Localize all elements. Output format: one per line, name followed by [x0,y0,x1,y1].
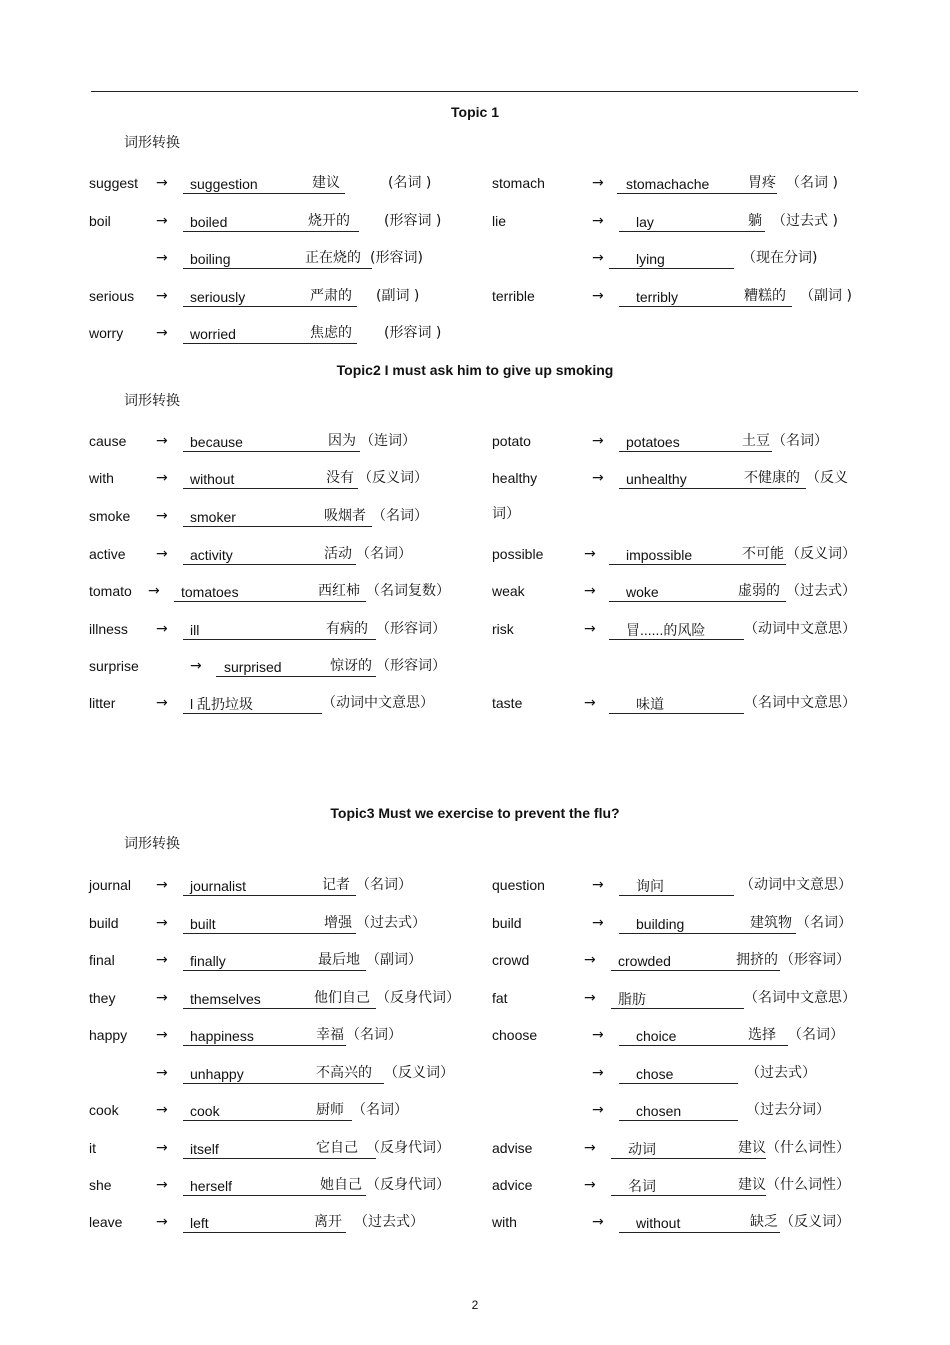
arrow-icon: → [592,213,604,229]
answer-word: lying [636,251,665,267]
answer-meaning: 增强 [324,915,352,931]
answer-word: chose [636,1066,674,1082]
source-word: worry [89,325,124,341]
source-word: surprise [89,658,139,674]
arrow-icon: → [592,250,604,266]
answer-word: unhappy [190,1066,244,1082]
answer-meaning: 有病的 [326,621,368,637]
arrow-icon: → [156,433,168,449]
source-word: with [89,470,114,486]
source-word: they [89,990,116,1006]
arrow-icon: → [156,546,168,562]
answer-meaning: 土豆 [742,433,770,449]
answer-word: journalist [190,878,247,894]
source-word: advise [492,1140,533,1156]
word-row [0,1100,950,1120]
source-word: taste [492,695,523,711]
arrow-icon: → [156,250,168,266]
answer-word: stomachache [626,176,710,192]
arrow-icon: → [592,1065,604,1081]
section-label: 词形转换 [124,135,180,151]
arrow-icon: → [592,433,604,449]
arrow-icon: → [592,1027,604,1043]
arrow-icon: → [156,1065,168,1081]
word-row [0,211,950,231]
part-of-speech-note: （名词） [352,1102,408,1118]
answer-meaning: 正在烧的 [305,250,361,266]
answer-meaning: 严肃的 [310,288,352,304]
answer-word: 名词 [628,1178,656,1194]
answer-word: boiling [190,251,231,267]
answer-word: 味道 [636,696,664,712]
answer-blank [609,248,734,269]
word-row [0,323,950,343]
section-title: Topic2 I must ask him to give up smoking [336,362,614,378]
source-word: terrible [492,288,535,304]
part-of-speech-note: （反义词） [358,470,428,486]
source-word: active [89,546,126,562]
source-word: question [492,877,545,893]
word-row [0,693,950,713]
part-of-speech-note: （过去式） [786,583,856,599]
arrow-icon: → [156,695,168,711]
answer-word: choice [636,1028,677,1044]
word-row [0,1212,950,1232]
answer-word: tomatoes [181,584,239,600]
answer-word: boiled [190,214,228,230]
part-of-speech-note: (形容词) [370,250,423,266]
part-of-speech-note: （名词中文意思） [744,990,856,1006]
answer-word: building [636,916,685,932]
answer-meaning: 西红柿 [318,583,360,599]
arrow-icon: → [190,658,202,674]
answer-meaning: 他们自己 [314,990,370,1006]
arrow-icon: → [592,915,604,931]
arrow-icon: → [156,1177,168,1193]
answer-meaning: 不高兴的 [316,1065,372,1081]
answer-word: without [636,1215,681,1231]
part-of-speech-note: （反义 [806,470,848,486]
arrow-icon: → [592,288,604,304]
part-of-speech-note: （形容词） [376,658,446,674]
part-of-speech-note: （名词） [796,915,852,931]
part-of-speech-note: （副词） [366,952,422,968]
word-row [0,506,950,526]
answer-meaning: 拥挤的 [736,952,778,968]
arrow-icon: → [584,695,596,711]
arrow-icon: → [584,583,596,599]
arrow-icon: → [156,288,168,304]
source-word: cause [89,433,127,449]
word-row [0,950,950,970]
source-word: risk [492,621,514,637]
source-word: choose [492,1027,538,1043]
arrow-icon: → [156,175,168,191]
source-word: weak [492,583,525,599]
answer-meaning: 不可能 [742,546,784,562]
answer-word: itself [190,1141,219,1157]
part-of-speech-note: （名词） [772,433,828,449]
answer-meaning: 记者 [322,877,350,893]
arrow-icon: → [156,621,168,637]
part-of-speech-note: （连词） [360,433,416,449]
section-title: Topic 1 [451,104,499,120]
source-word: boil [89,213,111,229]
arrow-icon: → [592,1214,604,1230]
answer-meaning: 焦虑的 [310,325,352,341]
arrow-icon: → [156,1027,168,1043]
answer-word: herself [190,1178,233,1194]
answer-word: suggestion [190,176,258,192]
part-of-speech-note: (名词 ) [388,175,432,191]
arrow-icon: → [584,1177,596,1193]
wrapped-note-continuation: 词） [492,506,520,522]
answer-word: woke [626,584,659,600]
word-row [0,619,950,639]
arrow-icon: → [156,470,168,486]
part-of-speech-note: （名词） [356,877,412,893]
arrow-icon: → [592,175,604,191]
arrow-icon: → [156,990,168,1006]
answer-meaning: 吸烟者 [324,508,366,524]
source-word: fat [492,990,508,1006]
source-word: final [89,952,115,968]
part-of-speech-note: （动词中文意思） [744,621,856,637]
part-of-speech-note: （现在分词) [742,250,818,266]
part-of-speech-note: (形容词 ) [384,213,442,229]
answer-word: ill [190,622,200,638]
section-title: Topic3 Must we exercise to prevent the flu? [330,805,620,821]
part-of-speech-note: （反身代词） [376,990,460,1006]
answer-meaning: 不健康的 [744,470,800,486]
arrow-icon: → [156,877,168,893]
word-row [0,581,950,601]
answer-meaning: 惊讶的 [330,658,372,674]
arrow-icon: → [584,1140,596,1156]
part-of-speech-note: （名词 ) [786,175,838,191]
part-of-speech-note: （名词） [372,508,428,524]
answer-word: 动词 [628,1141,656,1157]
arrow-icon: → [584,990,596,1006]
arrow-icon: → [584,621,596,637]
answer-meaning: 建筑物 [750,915,792,931]
source-word: stomach [492,175,545,191]
source-word: journal [89,877,132,893]
answer-meaning: 它自己 [316,1140,358,1156]
part-of-speech-note: （什么词性） [766,1177,850,1193]
word-row [0,173,950,193]
answer-word: l 乱扔垃圾 [190,696,253,712]
answer-meaning: 糟糕的 [744,288,786,304]
answer-word: chosen [636,1103,682,1119]
answer-word: finally [190,953,226,969]
answer-meaning: 烧开的 [308,213,350,229]
answer-word: cook [190,1103,220,1119]
answer-meaning: 躺 [748,213,762,229]
word-row [0,544,950,564]
part-of-speech-note: （过去式） [356,915,426,931]
part-of-speech-note: （名词） [346,1027,402,1043]
answer-word: impossible [626,547,693,563]
source-word: potato [492,433,531,449]
source-word: healthy [492,470,538,486]
word-row [0,431,950,451]
source-word: serious [89,288,135,304]
answer-word: seriously [190,289,246,305]
answer-meaning: 建议 [738,1177,766,1193]
answer-meaning: 离开 [314,1214,342,1230]
answer-word: lay [636,214,654,230]
arrow-icon: → [156,952,168,968]
answer-meaning: 最后地 [318,952,360,968]
answer-word: 询问 [636,878,664,894]
word-row [0,248,950,268]
part-of-speech-note: （动词中文意思） [740,877,852,893]
arrow-icon: → [584,546,596,562]
arrow-icon: → [592,470,604,486]
part-of-speech-note: （动词中文意思） [322,695,434,711]
answer-word: built [190,916,216,932]
part-of-speech-note: （形容词） [780,952,850,968]
answer-blank [609,693,744,714]
section-label: 词形转换 [124,393,180,409]
part-of-speech-note: （过去式 ) [772,213,838,229]
answer-word: crowded [618,953,671,969]
part-of-speech-note: （过去式） [746,1065,816,1081]
word-row [0,1138,950,1158]
word-row [0,286,950,306]
source-word: she [89,1177,112,1193]
arrow-icon: → [592,877,604,893]
arrow-icon: → [584,952,596,968]
word-row [0,468,950,488]
word-row [0,656,950,676]
source-word: it [89,1140,96,1156]
source-word: leave [89,1214,123,1230]
answer-word: left [190,1215,209,1231]
part-of-speech-note: （什么词性） [766,1140,850,1156]
word-row [0,913,950,933]
answer-meaning: 因为 [328,433,356,449]
answer-word: smoker [190,509,236,525]
answer-meaning: 她自己 [320,1177,362,1193]
header-rule [91,91,858,92]
word-row [0,1175,950,1195]
answer-word: themselves [190,991,261,1007]
arrow-icon: → [156,508,168,524]
arrow-icon: → [156,1214,168,1230]
answer-word: activity [190,547,233,563]
arrow-icon: → [156,1102,168,1118]
source-word: litter [89,695,116,711]
source-word: illness [89,621,128,637]
answer-word: terribly [636,289,679,305]
arrow-icon: → [156,325,168,341]
answer-word: without [190,471,235,487]
arrow-icon: → [156,213,168,229]
part-of-speech-note: （名词中文意思） [744,695,856,711]
answer-word: unhealthy [626,471,687,487]
part-of-speech-note: （过去分词） [746,1102,830,1118]
source-word: suggest [89,175,139,191]
part-of-speech-note: （反义词） [780,1214,850,1230]
source-word: tomato [89,583,132,599]
answer-word: because [190,434,243,450]
part-of-speech-note: (副词 ) [376,288,420,304]
part-of-speech-note: （反身代词） [366,1140,450,1156]
answer-word: 冒......的风险 [626,622,706,638]
source-word: lie [492,213,507,229]
answer-word: surprised [224,659,282,675]
source-word: with [492,1214,517,1230]
part-of-speech-note: （副词 ) [800,288,852,304]
part-of-speech-note: （名词） [788,1027,844,1043]
answer-meaning: 胃疼 [748,175,776,191]
answer-word: potatoes [626,434,680,450]
arrow-icon: → [156,915,168,931]
source-word: crowd [492,952,530,968]
part-of-speech-note: （名词复数） [366,583,450,599]
word-row [0,1025,950,1045]
part-of-speech-note: （名词） [356,546,412,562]
answer-meaning: 幸福 [316,1027,344,1043]
arrow-icon: → [592,1102,604,1118]
answer-meaning: 没有 [326,470,354,486]
arrow-icon: → [148,583,160,599]
part-of-speech-note: （反义词） [384,1065,454,1081]
answer-word: worried [190,326,236,342]
answer-word: happiness [190,1028,254,1044]
answer-meaning: 选择 [748,1027,776,1043]
answer-word: 脂肪 [618,991,646,1007]
answer-meaning: 虚弱的 [738,583,780,599]
source-word: smoke [89,508,131,524]
part-of-speech-note: （反身代词） [366,1177,450,1193]
part-of-speech-note: （过去式） [354,1214,424,1230]
word-row [0,875,950,895]
source-word: advice [492,1177,533,1193]
source-word: possible [492,546,544,562]
part-of-speech-note: （反义词） [786,546,856,562]
part-of-speech-note: (形容词 ) [384,325,442,341]
source-word: cook [89,1102,119,1118]
word-row [0,1063,950,1083]
arrow-icon: → [156,1140,168,1156]
page-number: 2 [471,1298,479,1312]
answer-meaning: 活动 [324,546,352,562]
answer-meaning: 缺乏 [750,1214,778,1230]
source-word: build [89,915,119,931]
answer-meaning: 建议 [738,1140,766,1156]
answer-meaning: 建议 [312,175,340,191]
source-word: build [492,915,522,931]
source-word: happy [89,1027,128,1043]
answer-meaning: 厨师 [316,1102,344,1118]
section-label: 词形转换 [124,836,180,852]
part-of-speech-note: （形容词） [376,621,446,637]
word-row [0,988,950,1008]
